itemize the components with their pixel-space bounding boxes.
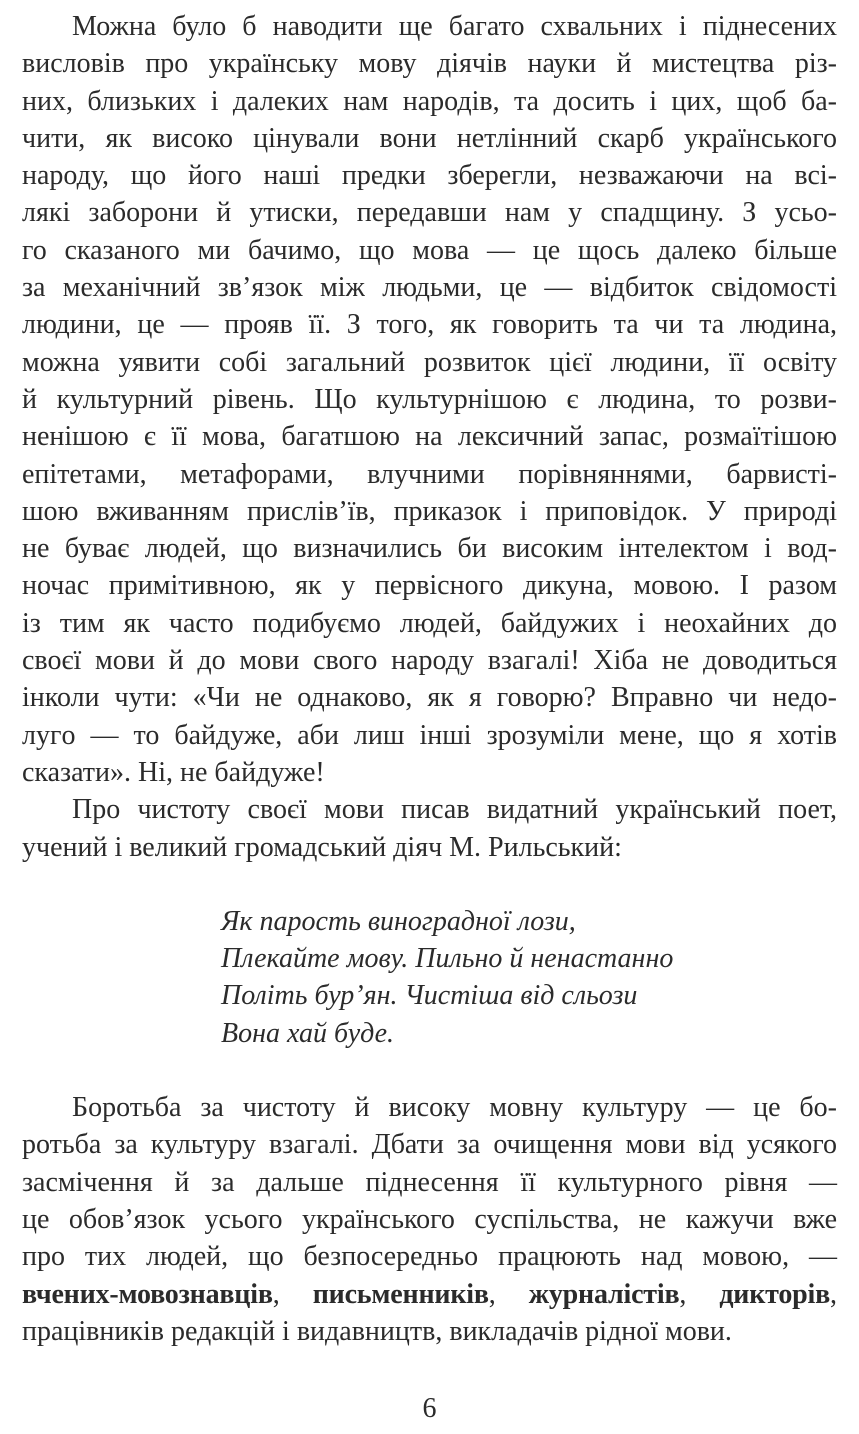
text-line: ротьба за культуру взагалі. Дбати за очищення мови від усякого — [22, 1129, 837, 1161]
text-line: за механічний зв’язок між людьми, це — відбиток свідомості — [22, 272, 837, 304]
text-line: епітетами, метафорами, влучними порівняннями, барвисті- — [22, 458, 837, 490]
separator: , — [272, 1278, 313, 1310]
poem-line: Плекайте мову. Пильно й ненастанно — [221, 943, 674, 975]
text-line: із тим як часто подибуємо людей, байдужих і неохайних до — [22, 607, 837, 639]
text-line: своєї мови й до мови свого народу взагалі! Хіба не доводиться — [22, 645, 837, 677]
text-line: них, близьких і далеких нам народів, та досить і цих, щоб ба- — [22, 85, 837, 117]
bold-term-announcers: дикторів — [719, 1278, 831, 1310]
separator: , — [488, 1278, 529, 1310]
text-line: учений і великий громадський діяч М. Рильський: — [22, 831, 622, 863]
text-line: висловів про українську мову діячів науки й мистецтва різ- — [22, 48, 837, 80]
separator: , — [679, 1278, 720, 1310]
text-line: Можна було б наводити ще багато схвальних і піднесених — [72, 11, 837, 42]
text-line: це обов’язок усього українського суспільства, не кажучи вже — [22, 1203, 837, 1235]
text-line: лугo — то байдуже, аби лиш інші зрозуміли мене, що я хотів — [22, 719, 837, 751]
text-line: народу, що його наші предки зберегли, незважаючи на всі- — [22, 160, 837, 192]
text-line: сказати». Ні, не байдуже! — [22, 756, 325, 788]
bold-term-journalists: журналістів — [528, 1278, 680, 1310]
text-line: людини, це — прояв її. З того, як говорить та чи та людина, — [22, 309, 837, 341]
paragraph-2 — [22, 791, 837, 866]
text-line: можна уявити собі загальний розвиток цієї людини, її освіту — [22, 346, 837, 378]
text-line: ненішою є її мова, багатшою на лексичний запас, розмаїтішою — [22, 421, 837, 453]
page-number: 6 — [422, 1393, 437, 1424]
bold-term-writers: письменників — [312, 1278, 489, 1310]
poem-stanza — [22, 903, 837, 1052]
bold-term-linguists: вчених-мовознавців — [22, 1278, 273, 1310]
text-line: шою вживанням прислів’їв, приказок і приповідок. У природі — [22, 495, 837, 527]
text-line: працівників редакцій і видавництв, викладачів рідної мови. — [22, 1315, 732, 1347]
paragraph-3 — [22, 1089, 837, 1350]
text-line: не буває людей, що визначились би високим інтелектом і вод- — [22, 533, 837, 565]
text-line: чити, як високо цінували вони нетлінний скарб українського — [22, 122, 837, 154]
separator: , — [830, 1278, 838, 1310]
text-line: й культурний рівень. Що культурнішою є людина, то розви- — [22, 383, 837, 415]
text-line: ночас примітивною, як у первісного дикуна, мовою. І разом — [22, 570, 837, 602]
text-line: го сказаного ми бачимо, що мова — це щось далеко більше — [22, 234, 837, 266]
text-line: Про чистоту своєї мови писав видатний український поет, — [72, 794, 837, 826]
bold-professions-line — [22, 1276, 837, 1313]
text-line: Боротьба за чистоту й високу мовну культуру — це бо- — [72, 1092, 837, 1124]
poem-line: Політь бур’ян. Чистіша від сльози — [221, 980, 638, 1012]
text-line: про тих людей, що безпосередньо працюють над мовою, — — [22, 1241, 837, 1273]
text-line: інколи чути: «Чи не однаково, як я говорю? Вправно чи недо- — [22, 682, 837, 714]
paragraph-1 — [22, 8, 837, 791]
poem-line: Вона хай буде. — [221, 1017, 395, 1049]
page-body — [22, 8, 837, 1350]
text-line: засмічення й за дальше піднесення її культурного рівня — — [22, 1166, 837, 1198]
poem-line: Як парость виноградної лози, — [221, 905, 576, 937]
text-line: лякі заборони й утиски, передавши нам у спадщину. З усьо- — [22, 197, 837, 229]
